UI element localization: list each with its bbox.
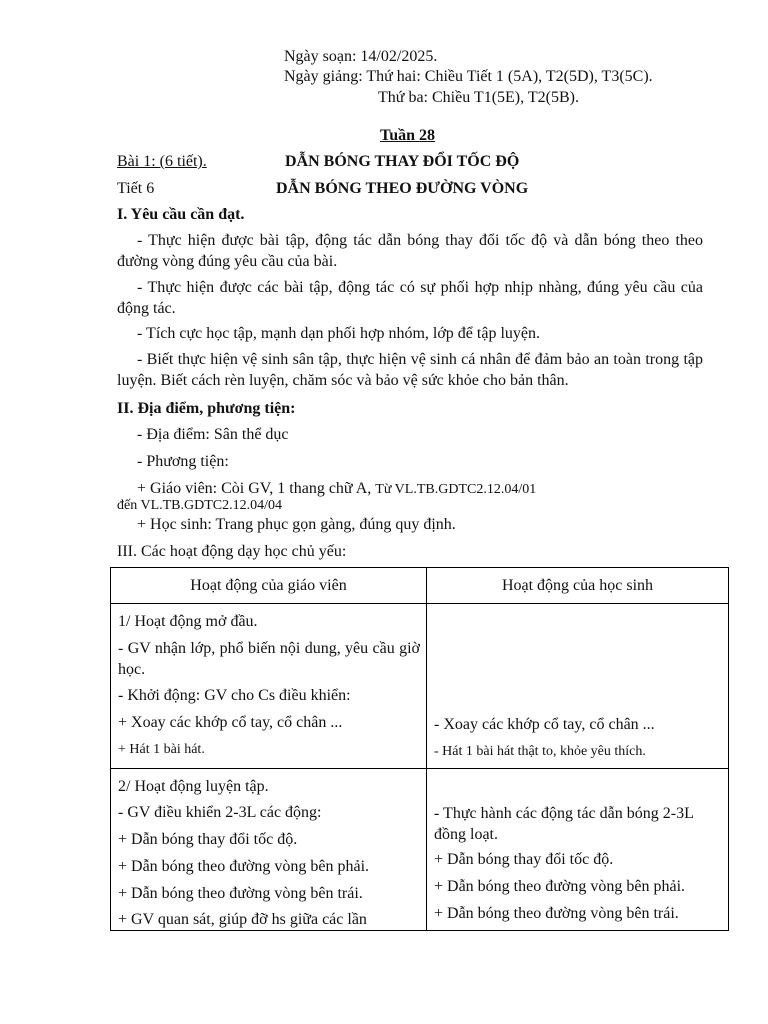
- teacher-column-header: Hoạt động của giáo viên: [190, 577, 347, 594]
- teacher-step: + Hát 1 bài hát.: [118, 742, 205, 757]
- student-step: - Thực hành các động tác dẫn bóng 2-3L đồng loạt.: [434, 805, 694, 843]
- section-2-heading: II. Địa điểm, phương tiện:: [117, 400, 296, 417]
- activity-heading: 1/ Hoạt động mở đầu.: [118, 613, 258, 630]
- section-1-heading: I. Yêu cầu cần đạt.: [117, 206, 245, 223]
- table-row: [111, 604, 729, 769]
- student-equipment: + Học sinh: Trang phục gọn gàng, đúng quy định.: [137, 516, 456, 533]
- teacher-equipment-code-2: đến VL.TB.GDTC2.12.04/04: [117, 498, 283, 513]
- teacher-step: + Dẫn bóng theo đường vòng bên phải.: [118, 858, 370, 875]
- activity-heading: 2/ Hoạt động luyện tập.: [118, 778, 269, 795]
- requirement-item: - Tích cực học tập, mạnh dạn phối hợp nhóm, lớp để tập luyện.: [137, 325, 540, 342]
- student-step: - Xoay các khớp cổ tay, cổ chân ...: [434, 716, 655, 733]
- student-activity-cell: [427, 769, 729, 931]
- lesson-label: Bài 1: (6 tiết).: [117, 153, 207, 170]
- teacher-activity-cell: [111, 604, 427, 769]
- teacher-step: + Dẫn bóng theo đường vòng bên trái.: [118, 885, 363, 902]
- table-header-row: [111, 568, 729, 604]
- teacher-step: - GV nhận lớp, phổ biến nội dung, yêu cầu giờ học.: [118, 640, 420, 678]
- requirement-item: - Thực hiện được bài tập, động tác dẫn bóng thay đổi tốc độ và dẫn bóng theo theo đường vòng đúng yêu cầu của bài.: [117, 232, 703, 270]
- period-title: DẪN BÓNG THEO ĐƯỜNG VÒNG: [276, 180, 529, 197]
- period-label: Tiết 6: [117, 180, 155, 197]
- activities-table: [110, 567, 729, 931]
- teach-date: Ngày giảng: Thứ hai: Chiều Tiết 1 (5A), T2(5D), T3(5C).: [284, 68, 653, 85]
- teacher-step: + Xoay các khớp cổ tay, cổ chân ...: [118, 714, 343, 731]
- teacher-step: + GV quan sát, giúp đỡ hs giữa các lần: [118, 911, 367, 928]
- student-step: - Hát 1 bài hát thật to, khỏe yêu thích.: [434, 744, 646, 759]
- teacher-equipment-main: + Giáo viên: Còi GV, 1 thang chữ A,: [137, 480, 372, 497]
- teacher-step: + Dẫn bóng thay đổi tốc độ.: [118, 831, 298, 848]
- teacher-equipment-code: Từ VL.TB.GDTC2.12.04/01: [375, 482, 537, 497]
- student-step: + Dẫn bóng theo đường vòng bên phải.: [434, 878, 686, 895]
- equipment-line: - Phương tiện:: [137, 453, 229, 470]
- requirement-item: - Biết thực hiện vệ sinh sân tập, thực hiện vệ sinh cá nhân để đảm bảo an toàn trong tập luyện. Biết cách rèn luyện, chăm sóc và bảo vệ sức khỏe cho bản thân.: [117, 351, 703, 389]
- lesson-title: DẪN BÓNG THAY ĐỔI TỐC ĐỘ: [285, 153, 520, 170]
- table-row: [111, 769, 729, 931]
- teacher-step: - GV điều khiển 2-3L các động:: [118, 804, 322, 821]
- teacher-activity-cell: [111, 769, 427, 931]
- student-column-header: Hoạt động của học sinh: [501, 577, 654, 594]
- student-step: + Dẫn bóng theo đường vòng bên trái.: [434, 905, 679, 922]
- week-title: Tuần 28: [380, 127, 435, 144]
- student-activity-cell: [427, 604, 729, 769]
- student-step: + Dẫn bóng thay đổi tốc độ.: [434, 851, 614, 868]
- requirement-item: - Thực hiện được các bài tập, động tác có sự phối hợp nhịp nhàng, đúng yêu cầu của động tác.: [117, 279, 703, 317]
- teacher-step: - Khởi động: GV cho Cs điều khiển:: [118, 687, 351, 704]
- prep-date: Ngày soạn: 14/02/2025.: [284, 48, 438, 65]
- student-column-header-cell: [427, 568, 729, 604]
- section-3-heading: III. Các hoạt động dạy học chủ yếu:: [117, 543, 347, 560]
- teach-date-2: Thứ ba: Chiều T1(5E), T2(5B).: [378, 89, 579, 106]
- teacher-column-header-cell: [111, 568, 427, 604]
- location-line: - Địa điểm: Sân thể dục: [137, 426, 289, 443]
